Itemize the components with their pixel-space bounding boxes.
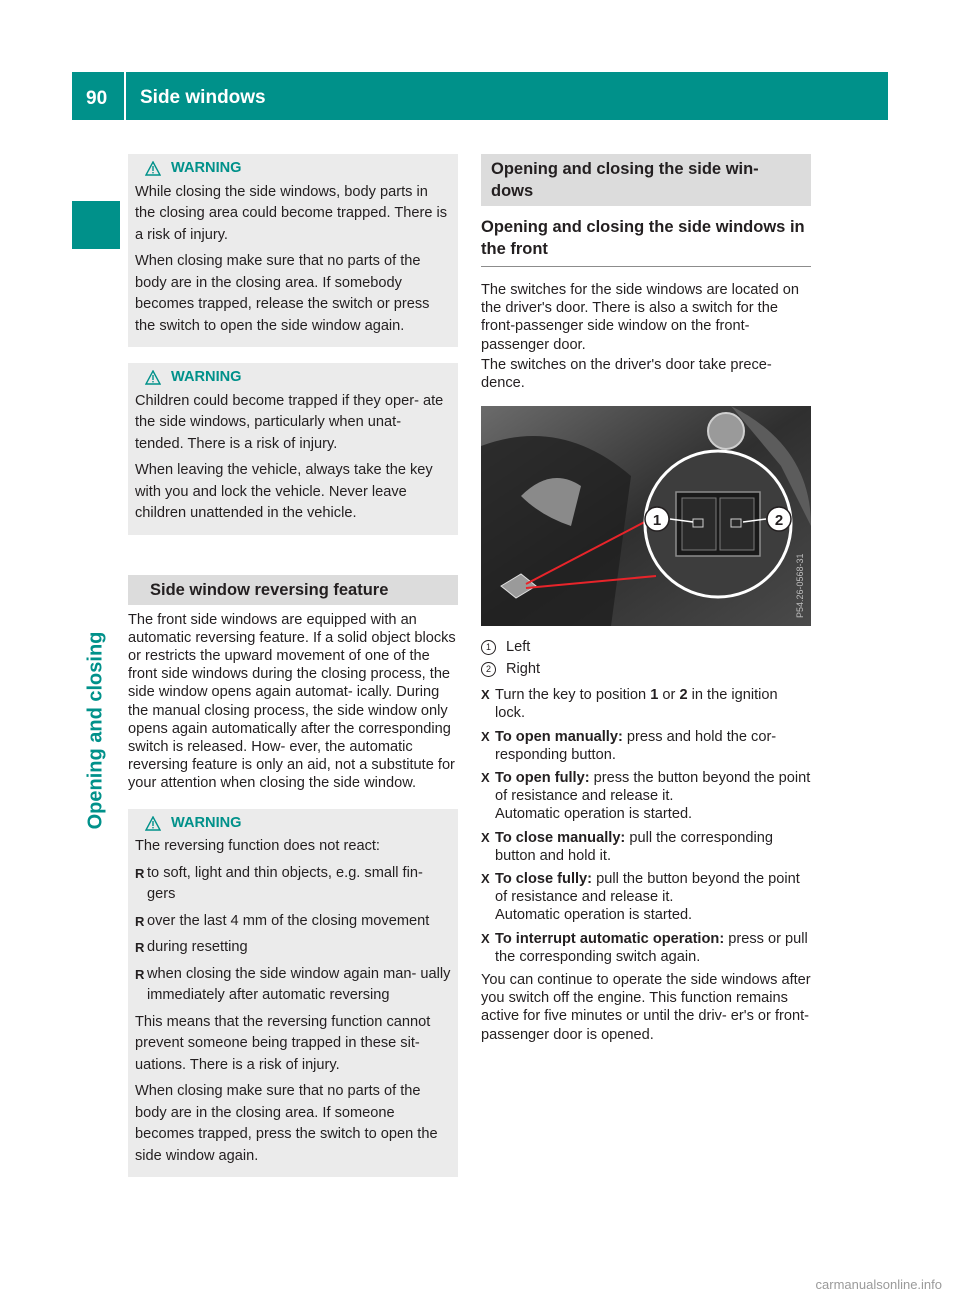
step-item: X To interrupt automatic operation: press or pull the corresponding switch again. [481,930,808,965]
list-item: R when closing the side window again man- ually immediately after automatic reversing [135,965,451,1004]
legend-label: Right [506,661,541,678]
warning-box-2 [128,363,458,535]
warning-title: WARNING [171,160,242,176]
page-number: 90 [86,88,108,109]
warning-heading [145,158,451,180]
warning-box-1 [128,154,458,347]
reversing-body: The front side windows are equipped with an automatic reversing feature. If a solid object blocks or restricts the upward movement of one of the front side windows during the closing process, the side window opens again automat- ically. During the manual closing process, the side window only opens again automatically after the corresponding switch is released. How- ever, the automatic reversing feature is only an aid, not a substitute for your attention when closing the side window. [128,611,456,792]
warning-paragraph: When closing make sure that no parts of the body are in the closing area. If somebody becomes trapped, release the switch or press the switch to open the side window again. [135,253,430,334]
warning-title: WARNING [171,369,242,385]
subheading: Opening and closing the side windows in the front [481,216,811,267]
list-item: R during resetting [135,939,248,956]
side-label-text: Opening and closing [84,631,107,829]
side-label [73,600,119,860]
step-item: X To close fully: pull the button beyond the point of resistance and release it. Automatic operation is started. [481,871,800,924]
legend-label: Left [506,639,531,656]
closing-paragraph: You can continue to operate the side windows after you switch off the engine. This function remains active for five minutes or until the driv- er's or front-passenger door is opened. [481,972,811,1043]
warning-title: WARNING [171,814,242,831]
side-tab [72,201,120,249]
figure-code: P54.26-0568-31 [795,553,805,619]
step-item: X To open manually: press and hold the cor- responding button. [481,728,777,763]
warning-icon [145,816,161,831]
warning-bullet-list [135,863,451,1007]
intro-paragraph: The switches on the driver's door take prece- dence. [481,356,772,392]
door-switch-illustration [481,406,811,626]
warning-heading [145,813,451,835]
list-item: R to soft, light and thin objects, e.g. small fin- gers [135,864,423,903]
legend-number: 2 [481,662,496,677]
warning-paragraph: Children could become trapped if they oper- ate the side windows, particularly when unat- tended. There is a risk of injury. [135,392,444,452]
callout-2: 2 [774,512,784,530]
warning-paragraph: While closing the side windows, body parts in the closing area could become trapped. There is a risk of injury. [135,183,448,243]
warning-paragraph: This means that the reversing function cannot prevent someone being trapped in these sit- uations. There is a risk of injury. [135,1013,431,1073]
legend [481,636,811,680]
warning-paragraph: When closing make sure that no parts of the body are in the closing area. If someone becomes trapped, press the switch to open the side window again. [135,1083,438,1164]
warning-paragraph: When leaving the vehicle, always take the key with you and lock the vehicle. Never leave children unattended in the vehicle. [135,462,433,521]
left-column [128,154,458,1191]
right-column [481,154,811,1052]
header-divider [124,72,126,120]
watermark: carmanualsonline.info [815,1277,942,1292]
step-item: X Turn the key to position 1 or 2 in the ignition lock. [481,687,778,722]
legend-item-right [481,658,811,680]
door-switch-photo [481,406,811,626]
callout-1: 1 [652,512,662,530]
main-section-heading: Opening and closing the side win- dows [481,154,811,206]
warning-icon [145,370,161,385]
section-title: Side windows [140,87,266,108]
warning-intro: The reversing function does not react: [135,838,380,855]
list-item: R over the last 4 mm of the closing movement [135,912,430,929]
step-item: X To close manually: pull the corresponding button and hold it. [481,829,773,864]
reversing-heading: Side window reversing feature [128,575,458,605]
warning-icon [145,161,161,176]
legend-number: 1 [481,640,496,655]
legend-item-left [481,636,811,658]
instruction-steps [481,686,811,966]
intro-paragraph: The switches for the side windows are located on the driver's door. There is also a switch for the front-passenger side window on the front- passenger door. [481,282,799,353]
warning-box-3 [128,809,458,1178]
warning-heading [145,367,451,389]
step-item: X To open fully: press the button beyond the point of resistance and release it. Automatic operation is started. [481,770,811,823]
